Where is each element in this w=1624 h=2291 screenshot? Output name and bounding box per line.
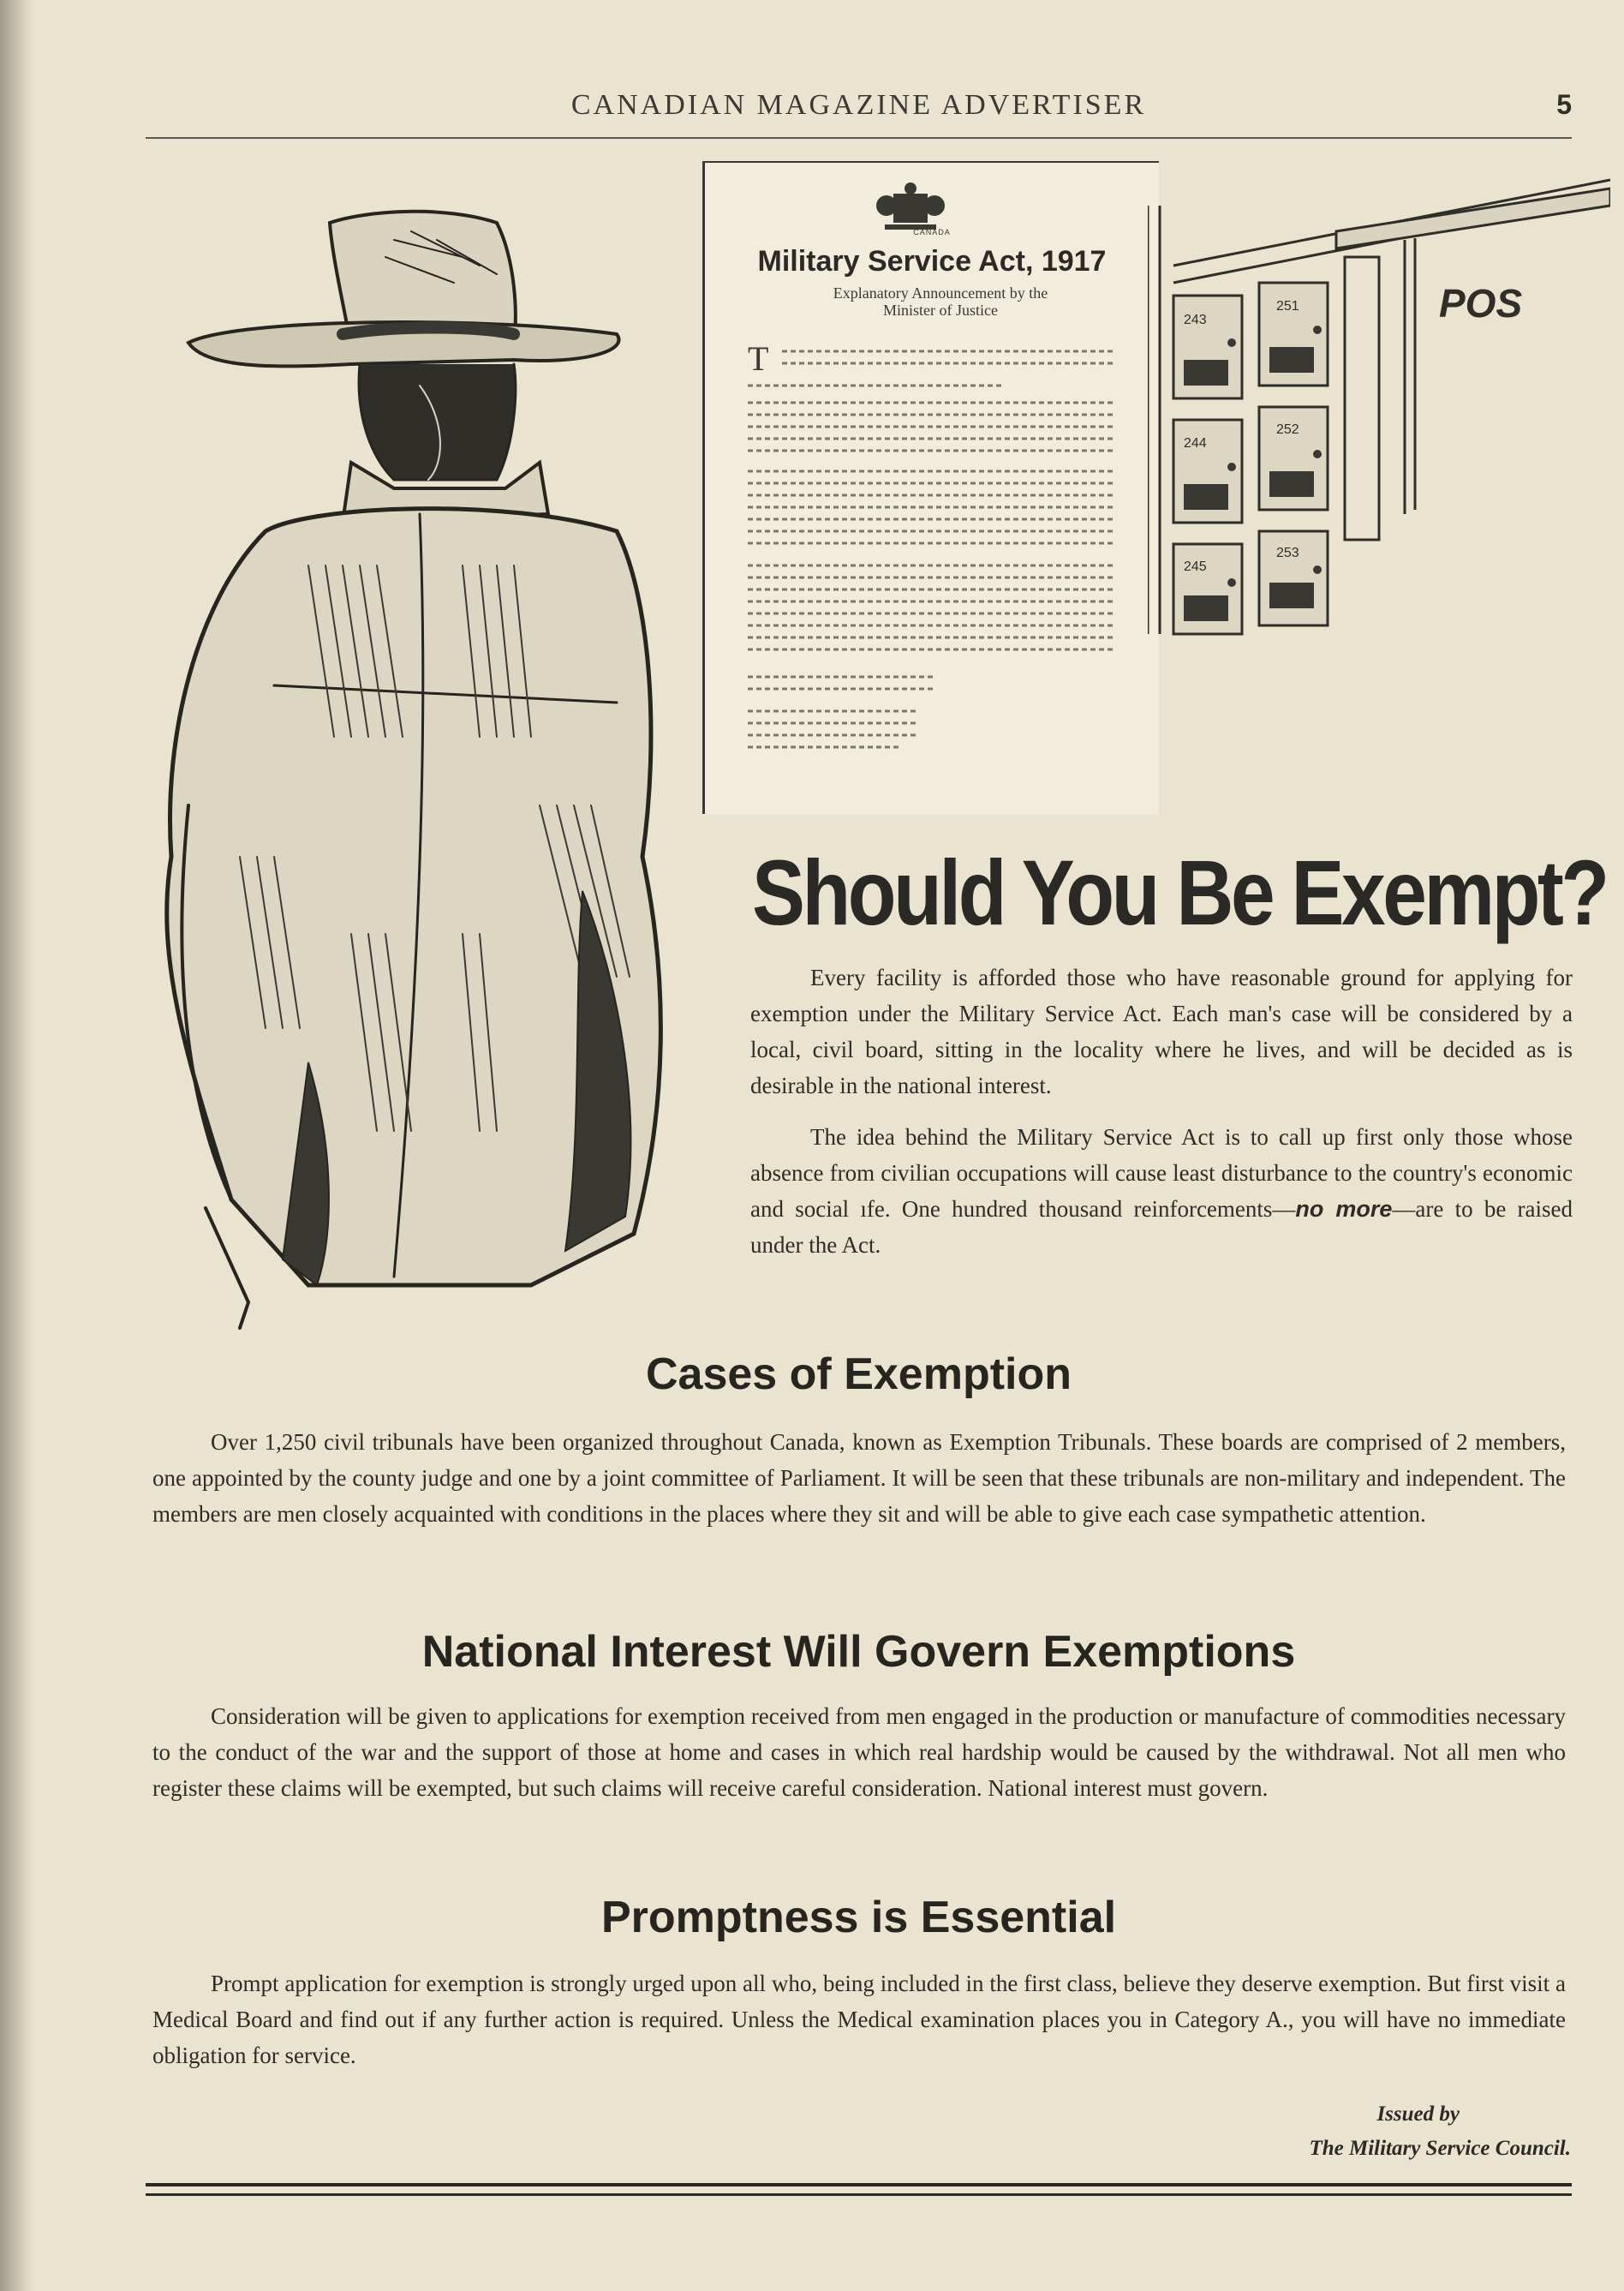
svg-text:T: T <box>748 339 769 378</box>
box-number-245: 245 <box>1184 559 1207 574</box>
intro-paragraph-2 <box>750 1119 1573 1263</box>
emphasis-no-more: no more <box>1295 1196 1393 1222</box>
box-number-244: 244 <box>1184 436 1207 451</box>
page-edge <box>0 0 34 2291</box>
poster-fine-print <box>748 334 1125 797</box>
box-number-243: 243 <box>1184 313 1207 327</box>
bottom-rule-top <box>146 2183 1572 2186</box>
heading-promptness: Promptness is Essential <box>600 1893 1117 1942</box>
council-name: The Military Service Council. <box>1309 2137 1571 2160</box>
poster-subtitle <box>756 284 1125 319</box>
box-number-252: 252 <box>1276 422 1299 437</box>
post-office-sign: POS <box>1439 281 1523 326</box>
man-illustration <box>137 206 702 1354</box>
intro-paragraph-2-start: The idea behind the Military Service Act is to call up first only those whose absence from civilian occupations will cause least disturbance to the country's economic and social ıfe. One hundred thousand reinforcements— <box>750 1124 1573 1222</box>
box-number-251: 251 <box>1276 299 1299 314</box>
intro-text <box>750 960 1573 1278</box>
heading-national-interest: National Interest Will Govern Exemptions <box>421 1627 1296 1677</box>
bottom-rule-bottom <box>146 2193 1572 2196</box>
poster-subtitle-line1: Explanatory Announcement by the <box>833 284 1048 302</box>
headline: Should You Be Exempt? <box>752 840 1607 944</box>
running-title: CANADIAN MAGAZINE ADVERTISER <box>570 89 1147 121</box>
issued-by-block <box>1143 2097 1571 2166</box>
box-number-253: 253 <box>1276 546 1299 560</box>
poster-title: Military Service Act, 1917 <box>757 245 1107 278</box>
poster-subtitle-line2: Minister of Justice <box>883 302 998 319</box>
body-promptness: Prompt application for exemption is strongly urged upon all who, being included in the first class, believe they deserve exemption. But first visit a Medical Board and find out if any further action is required. Unless the Medical examination places you in Category A., you will have no immediate obligation for service. <box>152 1971 1566 2068</box>
poster <box>702 161 1159 814</box>
heading-cases-of-exemption: Cases of Exemption <box>645 1349 1072 1399</box>
crest-label: CANADA <box>913 228 951 236</box>
post-office-boxes <box>1148 171 1610 651</box>
intro-paragraph-2-end: —are to be raised under the Act. <box>750 1196 1573 1258</box>
body-cases-of-exemption: Over 1,250 civil tribunals have been organized throughout Canada, known as Exemption Tribunals. These boards are comprised of 2 members, one appointed by the county judge and one by a joint committee of Parliament. It will be seen that these tribunals are non-military and independent. The members are men closely acquainted with conditions in the places where they sit and will be able to give each case sympathetic attention. <box>152 1429 1566 1527</box>
page-number: 5 <box>1556 89 1572 120</box>
body-national-interest: Consideration will be given to applications for exemption received from men engaged in the production or manufacture of commodities necessary to the conduct of the war and the support of those at home and cases in which real hardship would be caused by the withdrawal. Not all men who register these claims will be exempted, but such claims will receive careful consideration. National interest must govern. <box>152 1703 1566 1801</box>
issued-by-label: Issued by <box>1376 2103 1460 2126</box>
running-header <box>146 89 1572 139</box>
intro-paragraph-1: Every facility is afforded those who have reasonable ground for applying for exemption under the Military Service Act. Each man's case will be considered by a local, civil board, sitting in the locality where he lives, and will be decided as is desirable in the national interest. <box>750 965 1573 1098</box>
